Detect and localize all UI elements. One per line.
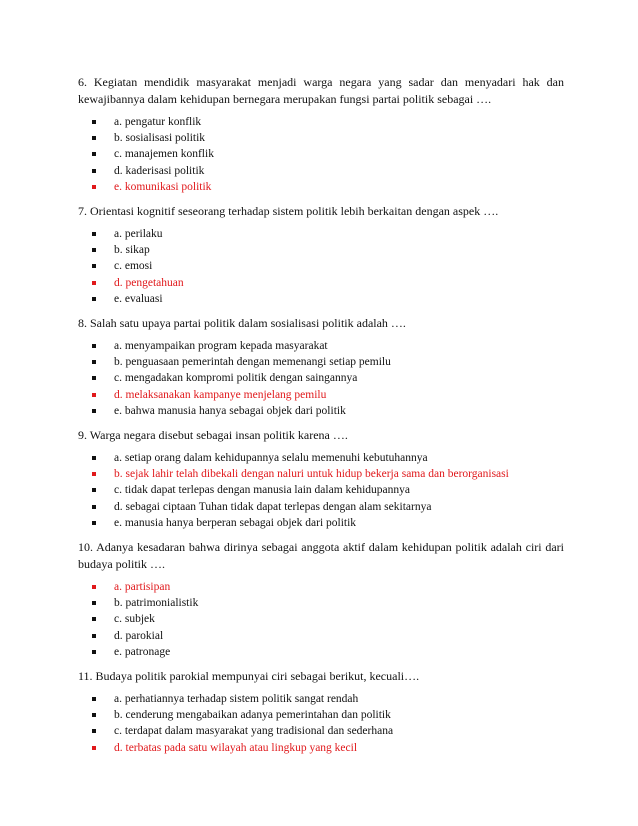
option-label: b. sosialisasi politik — [114, 132, 206, 145]
bullet-icon — [92, 281, 96, 285]
question-text: 11. Budaya politik parokial mempunyai ciri sebagai berikut, kecuali…. — [78, 669, 420, 684]
option-b — [78, 354, 564, 370]
option-label: c. terdapat dalam masyarakat yang tradisional dan sederhana — [114, 725, 394, 738]
question-10 — [78, 539, 564, 660]
option-label: c. emosi — [114, 260, 153, 273]
question-text: 7. Orientasi kognitif seseorang terhadap sistem politik lebih berkaitan dengan aspek …. — [78, 204, 499, 219]
question-text: 10. Adanya kesadaran bahwa dirinya sebagai anggota aktif dalam kehidupan politik adalah ciri dari budaya politik …. — [78, 540, 564, 572]
bullet-icon — [92, 601, 96, 605]
option-b — [78, 707, 564, 723]
bullet-icon — [92, 120, 96, 124]
option-c — [78, 146, 564, 162]
bullet-icon — [92, 634, 96, 638]
bullet-icon — [92, 393, 96, 397]
bullet-icon — [92, 264, 96, 268]
bullet-icon — [92, 360, 96, 364]
option-a — [78, 450, 564, 466]
option-b — [78, 595, 564, 611]
option-label: b. sikap — [114, 244, 150, 257]
bullet-icon — [92, 617, 96, 621]
option-b — [78, 130, 564, 146]
option-label: d. pengetahuan — [114, 276, 184, 289]
bullet-icon — [92, 185, 96, 189]
option-label: e. patronage — [114, 645, 171, 658]
bullet-icon — [92, 729, 96, 733]
bullet-icon — [92, 169, 96, 173]
bullet-icon — [92, 746, 96, 750]
bullet-icon — [92, 136, 96, 140]
question-6 — [78, 74, 564, 195]
bullet-icon — [92, 344, 96, 348]
option-label: c. manajemen konflik — [114, 148, 214, 161]
bullet-icon — [92, 585, 96, 589]
bullet-icon — [92, 376, 96, 380]
option-e — [78, 291, 564, 307]
option-e — [78, 515, 564, 531]
option-a — [78, 338, 564, 354]
option-c — [78, 611, 564, 627]
option-label: a. perhatiannya terhadap sistem politik sangat rendah — [114, 693, 359, 706]
option-list — [78, 226, 564, 307]
bullet-icon — [92, 488, 96, 492]
option-label: e. bahwa manusia hanya sebagai objek dari politik — [114, 404, 346, 417]
bullet-icon — [92, 297, 96, 301]
option-label: d. kaderisasi politik — [114, 164, 205, 177]
bullet-icon — [92, 521, 96, 525]
option-label: b. patrimonialistik — [114, 597, 199, 610]
option-e-correct-answer — [78, 179, 564, 195]
option-d-correct-answer — [78, 740, 564, 756]
option-label: c. tidak dapat terlepas dengan manusia lain dalam kehidupannya — [114, 484, 411, 497]
bullet-icon — [92, 472, 96, 476]
option-list — [78, 450, 564, 531]
option-d-correct-answer — [78, 387, 564, 403]
option-label: e. manusia hanya berperan sebagai objek dari politik — [114, 516, 357, 529]
question-text: 8. Salah satu upaya partai politik dalam sosialisasi politik adalah …. — [78, 316, 406, 331]
option-b-correct-answer — [78, 466, 564, 482]
option-label: b. sejak lahir telah dibekali dengan naluri untuk hidup bekerja sama dan berorganisasi — [114, 468, 509, 481]
option-label: d. parokial — [114, 629, 164, 642]
option-label: e. komunikasi politik — [114, 180, 212, 193]
bullet-icon — [92, 456, 96, 460]
option-a — [78, 114, 564, 130]
question-8 — [78, 315, 564, 419]
bullet-icon — [92, 409, 96, 413]
option-label: c. mengadakan kompromi politik dengan saingannya — [114, 372, 358, 385]
bullet-icon — [92, 232, 96, 236]
question-text: 9. Warga negara disebut sebagai insan politik karena …. — [78, 428, 348, 443]
option-c — [78, 258, 564, 274]
option-label: b. cenderung mengabaikan adanya pemerintahan dan politik — [114, 709, 391, 722]
option-e — [78, 644, 564, 660]
bullet-icon — [92, 152, 96, 156]
question-11 — [78, 668, 564, 756]
option-label: e. evaluasi — [114, 292, 163, 305]
option-label: a. partisipan — [114, 581, 171, 594]
option-c — [78, 723, 564, 739]
option-a — [78, 226, 564, 242]
option-a-correct-answer — [78, 579, 564, 595]
option-list — [78, 579, 564, 660]
question-text: 6. Kegiatan mendidik masyarakat menjadi warga negara yang sadar dan menyadari hak dan kewajibannya dalam kehidupan bernegara merupakan fungsi partai politik sebagai …. — [78, 75, 564, 106]
document-page — [78, 74, 564, 764]
option-d-correct-answer — [78, 275, 564, 291]
option-d — [78, 499, 564, 515]
bullet-icon — [92, 650, 96, 654]
option-c — [78, 370, 564, 386]
option-b — [78, 242, 564, 258]
option-label: a. setiap orang dalam kehidupannya selalu memenuhi kebutuhannya — [114, 452, 428, 465]
option-label: c. subjek — [114, 613, 155, 626]
option-a — [78, 691, 564, 707]
option-c — [78, 482, 564, 498]
option-label: d. melaksanakan kampanye menjelang pemilu — [114, 388, 327, 401]
option-d — [78, 163, 564, 179]
bullet-icon — [92, 505, 96, 509]
option-label: a. menyampaikan program kepada masyarakat — [114, 340, 328, 353]
question-9 — [78, 427, 564, 531]
option-label: d. terbatas pada satu wilayah atau lingkup yang kecil — [114, 741, 358, 754]
option-label: a. pengatur konflik — [114, 116, 202, 128]
bullet-icon — [92, 713, 96, 717]
option-label: b. penguasaan pemerintah dengan memenangi setiap pemilu — [114, 356, 391, 369]
option-e — [78, 403, 564, 419]
question-7 — [78, 203, 564, 307]
option-label: d. sebagai ciptaan Tuhan tidak dapat terlepas dengan alam sekitarnya — [114, 500, 432, 513]
option-list — [78, 691, 564, 756]
option-d — [78, 628, 564, 644]
bullet-icon — [92, 697, 96, 701]
bullet-icon — [92, 248, 96, 252]
option-list — [78, 114, 564, 195]
option-label: a. perilaku — [114, 228, 163, 241]
option-list — [78, 338, 564, 419]
